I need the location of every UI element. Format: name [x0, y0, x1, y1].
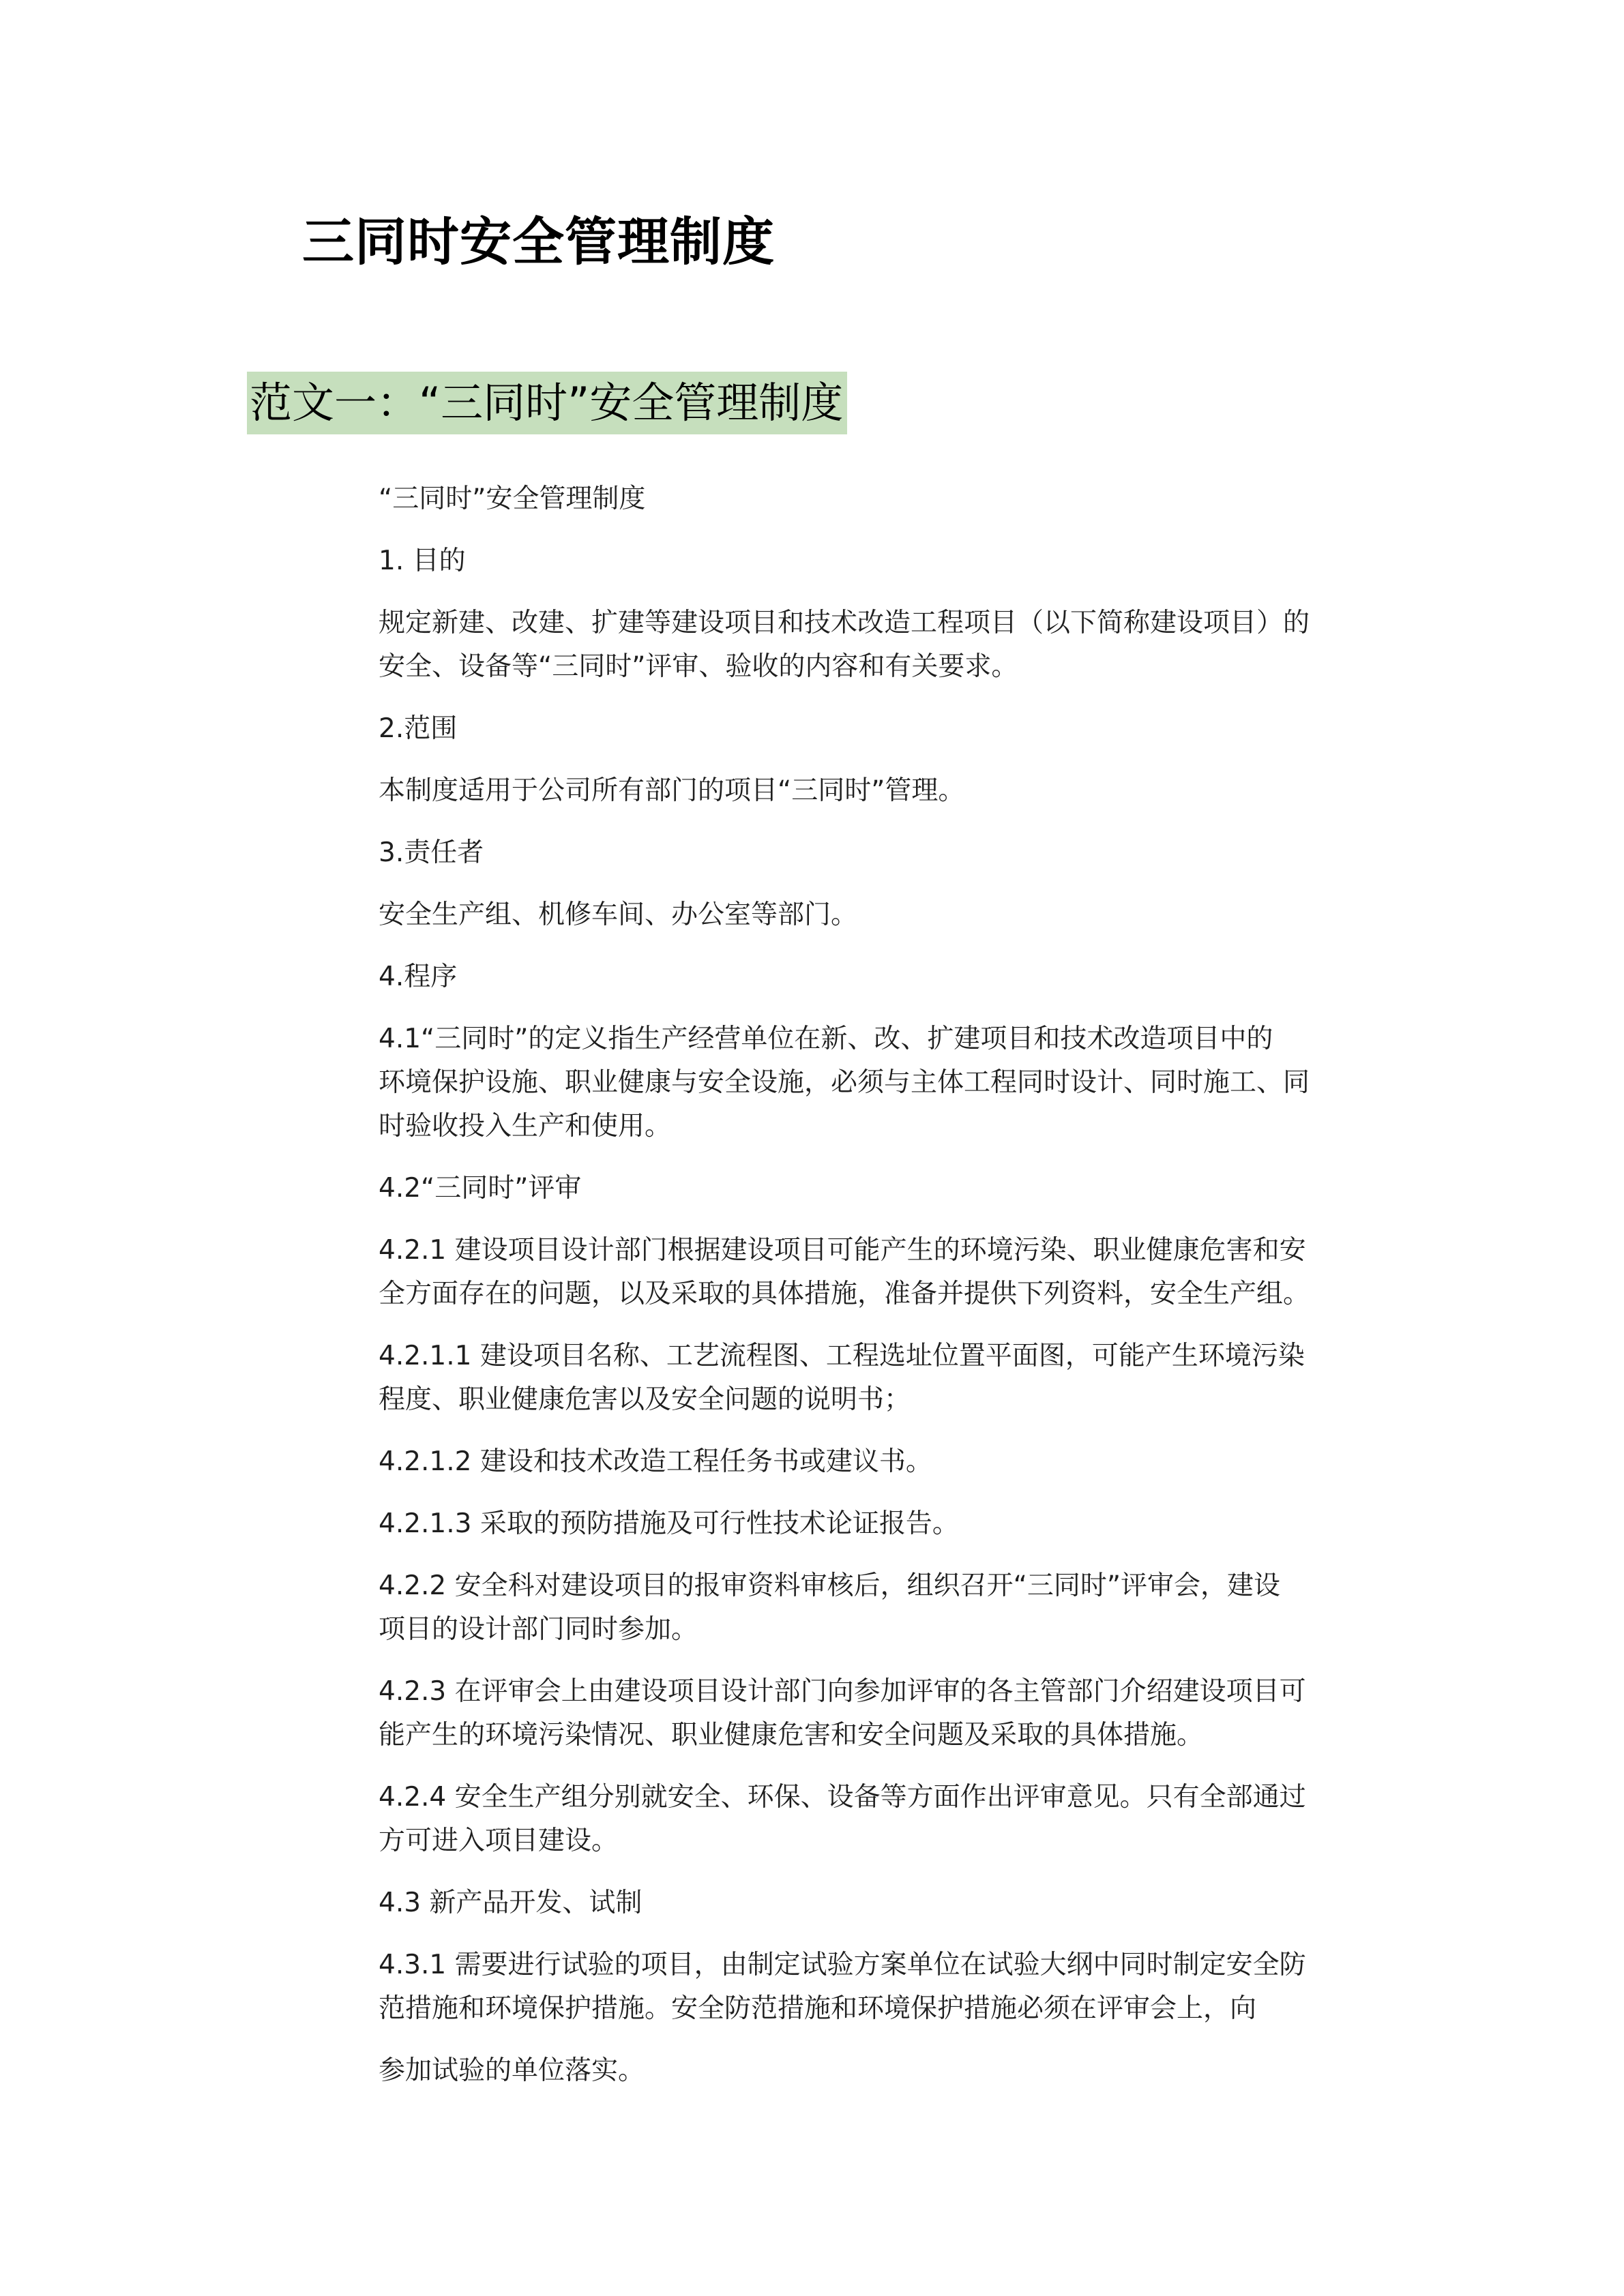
line: 1. 目的	[379, 546, 466, 576]
line: 规定新建、改建、扩建等建设项目和技术改造工程项目（以下简称建设项目）的	[379, 608, 1310, 638]
document-title: 三同时安全管理制度	[302, 211, 775, 272]
line: 4.2.1.1 建设项目名称、工艺流程图、工程选址位置平面图，可能产生环境污染	[379, 1341, 1305, 1371]
line: 范措施和环境保护措施。安全防范措施和环境保护措施必须在评审会上，向	[379, 1993, 1257, 2024]
paragraph-4-2-1-1	[379, 1335, 1402, 1422]
line: 4.2.2 安全科对建设项目的报审资料审核后，组织召开“三同时”评审会，建设	[379, 1570, 1281, 1601]
paragraph-4-3	[379, 1881, 1402, 1925]
line: 4.2.1.3 采取的预防措施及可行性技术论证报告。	[379, 1508, 959, 1539]
line: 4.程序	[379, 961, 458, 992]
paragraph-subtitle	[379, 477, 1402, 521]
line: “三同时”安全管理制度	[379, 483, 646, 514]
line: 项目的设计部门同时参加。	[379, 1614, 698, 1645]
line: 4.2.1.2 建设和技术改造工程任务书或建议书。	[379, 1446, 932, 1477]
paragraph-heading-responsible	[379, 831, 1402, 875]
line: 方可进入项目建设。	[379, 1825, 619, 1856]
paragraph-purpose	[379, 601, 1402, 689]
line: 程度、职业健康危害以及安全问题的说明书；	[379, 1384, 911, 1415]
line: 本制度适用于公司所有部门的项目“三同时”管理。	[379, 775, 965, 806]
line: 全方面存在的问题，以及采取的具体措施，准备并提供下列资料，安全生产组。	[379, 1279, 1310, 1309]
line: 安全、设备等“三同时”评审、验收的内容和有关要求。	[379, 651, 1018, 682]
line: 4.1“三同时”的定义指生产经营单位在新、改、扩建项目和技术改造项目中的	[379, 1024, 1273, 1054]
paragraph-heading-purpose	[379, 539, 1402, 583]
document-body	[379, 477, 1402, 2093]
section-heading-highlighted: 范文一：“三同时”安全管理制度	[247, 372, 847, 434]
paragraph-4-1	[379, 1017, 1402, 1148]
paragraph-scope	[379, 769, 1402, 813]
paragraph-heading-procedure	[379, 955, 1402, 999]
paragraph-4-2-1-3	[379, 1502, 1402, 1546]
paragraph-4-2-1	[379, 1229, 1402, 1316]
paragraph-4-2	[379, 1167, 1402, 1210]
paragraph-heading-scope	[379, 707, 1402, 751]
line: 4.2.1 建设项目设计部门根据建设项目可能产生的环境污染、职业健康危害和安	[379, 1235, 1306, 1266]
line: 2.范围	[379, 713, 458, 744]
paragraph-responsible	[379, 893, 1402, 937]
line: 环境保护设施、职业健康与安全设施，必须与主体工程同时设计、同时施工、同	[379, 1067, 1310, 1098]
line: 时验收投入生产和使用。	[379, 1111, 672, 1142]
line: 参加试验的单位落实。	[379, 2055, 645, 2086]
paragraph-4-2-2	[379, 1564, 1402, 1652]
line: 4.2.3 在评审会上由建设项目设计部门向参加评审的各主管部门介绍建设项目可	[379, 1676, 1306, 1707]
paragraph-4-2-4	[379, 1776, 1402, 1863]
line: 4.2.4 安全生产组分别就安全、环保、设备等方面作出评审意见。只有全部通过	[379, 1782, 1306, 1813]
paragraph-4-2-1-2	[379, 1440, 1402, 1484]
line: 能产生的环境污染情况、职业健康危害和安全问题及采取的具体措施。	[379, 1720, 1204, 1750]
line: 4.2“三同时”评审	[379, 1173, 582, 1204]
paragraph-4-2-3	[379, 1670, 1402, 1757]
line: 4.3.1 需要进行试验的项目，由制定试验方案单位在试验大纲中同时制定安全防	[379, 1950, 1306, 1980]
paragraph-4-3-1	[379, 1943, 1402, 2031]
line: 安全生产组、机修车间、办公室等部门。	[379, 899, 858, 930]
line: 4.3 新产品开发、试制	[379, 1888, 643, 1918]
line: 3.责任者	[379, 837, 484, 868]
paragraph-4-3-1-continued	[379, 2049, 1402, 2093]
